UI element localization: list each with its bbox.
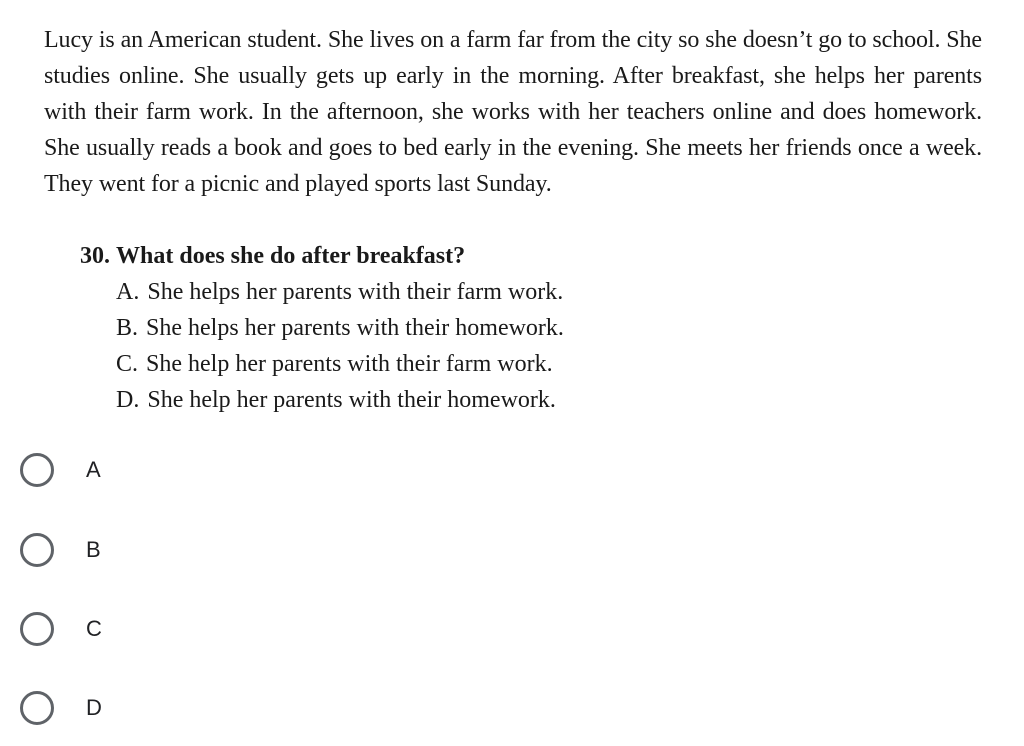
answer-choice-a[interactable]	[20, 442, 280, 498]
answer-radio-group	[20, 430, 420, 746]
option-b	[116, 310, 564, 346]
option-list	[116, 274, 564, 418]
option-text: She help her parents with their homework.	[147, 387, 556, 413]
answer-choice-d[interactable]	[20, 680, 280, 736]
option-a	[116, 274, 564, 310]
answer-choice-label: B	[86, 537, 101, 562]
option-text: She helps her parents with their farm work.	[147, 279, 564, 305]
radio-button-icon[interactable]	[20, 612, 54, 646]
answer-choice-c[interactable]	[20, 601, 280, 657]
option-text: She helps her parents with their homework.	[146, 315, 564, 341]
question-heading	[80, 238, 465, 274]
option-c	[116, 346, 564, 382]
answer-choice-label: D	[86, 695, 102, 720]
radio-button-icon[interactable]	[20, 533, 54, 567]
radio-button-icon[interactable]	[20, 453, 54, 487]
answer-choice-label: A	[86, 457, 101, 482]
answer-choice-b[interactable]	[20, 522, 280, 578]
option-letter: A.	[116, 279, 140, 305]
option-letter: C.	[116, 351, 139, 377]
answer-choice-label: C	[86, 616, 102, 641]
reading-passage: Lucy is an American student. She lives on a farm far from the city so she doesn’t go to school. She studies online. She usually gets up early in the morning. After breakfast, she helps her parents with their farm work. In the afternoon, she works with her teachers online and does homework. She usually reads a book and goes to bed early in the evening. She meets her friends once a week. They went for a picnic and played sports last Sunday.	[44, 27, 982, 197]
option-letter: D.	[116, 387, 140, 413]
question-text: What does she do after breakfast?	[116, 243, 466, 269]
option-d	[116, 382, 564, 418]
question-number: 30.	[80, 243, 110, 269]
radio-button-icon[interactable]	[20, 691, 54, 725]
option-letter: B.	[116, 315, 139, 341]
option-text: She help her parents with their farm work.	[146, 351, 553, 377]
